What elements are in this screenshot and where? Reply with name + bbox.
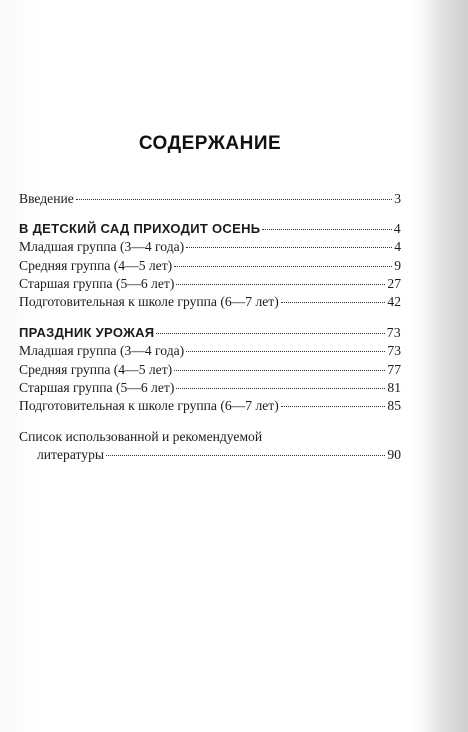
- toc-page-number: 73: [387, 343, 401, 359]
- toc-section-label: ПРАЗДНИК УРОЖАЯ: [19, 325, 155, 341]
- toc-section-2: [19, 324, 401, 342]
- toc-entry-intro: [19, 190, 401, 208]
- toc-entry: [19, 293, 401, 311]
- dot-leader: [76, 199, 392, 200]
- toc-page-number: 3: [394, 191, 401, 206]
- dot-leader: [176, 388, 385, 389]
- dot-leader: [186, 351, 385, 352]
- toc-entry: [19, 361, 401, 379]
- toc-page-number: 4: [393, 221, 401, 237]
- toc-page-number: 4: [394, 239, 401, 255]
- dot-leader: [174, 266, 392, 267]
- toc-entry-label: Подготовительная к школе группа (6—7 лет): [19, 398, 279, 414]
- toc-entry-label: Старшая группа (5—6 лет): [19, 379, 175, 395]
- page-title: СОДЕРЖАНИЕ: [138, 133, 282, 154]
- toc-entry-label: Введение: [19, 191, 74, 206]
- toc-entry: [19, 397, 401, 415]
- toc-entry-label: Средняя группа (4—5 лет): [19, 361, 173, 377]
- toc-section-1: [19, 220, 401, 238]
- toc-entry: [19, 379, 401, 397]
- toc-page-number: 73: [386, 325, 401, 341]
- toc-page-number: 77: [387, 361, 401, 377]
- dot-leader: [156, 333, 384, 334]
- dot-leader: [262, 229, 391, 230]
- toc-entry-label: Старшая группа (5—6 лет): [19, 275, 175, 291]
- dot-leader: [281, 406, 386, 407]
- dot-leader: [176, 284, 385, 285]
- toc-entry-label: Младшая группа (3—4 года): [19, 343, 185, 359]
- dot-leader: [174, 370, 385, 371]
- dot-leader: [281, 302, 386, 303]
- toc-page-number: 85: [387, 398, 401, 414]
- toc-entry: [19, 238, 401, 256]
- toc-entry-literature: [19, 446, 401, 464]
- toc-section-label: В ДЕТСКИЙ САД ПРИХОДИТ ОСЕНЬ: [19, 221, 261, 237]
- toc-page-number: 90: [387, 447, 401, 463]
- toc-entry-label: литературы: [37, 447, 104, 463]
- toc-literature-line1: Список использованной и рекомендуемой: [19, 429, 263, 445]
- toc-entry-label: Подготовительная к школе группа (6—7 лет): [19, 294, 279, 310]
- toc-entry: [19, 342, 401, 360]
- toc-entry-label: Средняя группа (4—5 лет): [19, 257, 173, 273]
- toc-page-number: 81: [387, 379, 401, 395]
- toc-entry-label: Младшая группа (3—4 года): [19, 239, 185, 255]
- toc-page-number: 9: [394, 257, 401, 273]
- toc-entry: [19, 257, 401, 275]
- table-of-contents: [19, 190, 401, 465]
- toc-page-number: 27: [387, 275, 401, 291]
- toc-page-number: 42: [387, 294, 401, 310]
- dot-leader: [186, 247, 392, 248]
- dot-leader: [106, 455, 385, 456]
- toc-entry: [19, 275, 401, 293]
